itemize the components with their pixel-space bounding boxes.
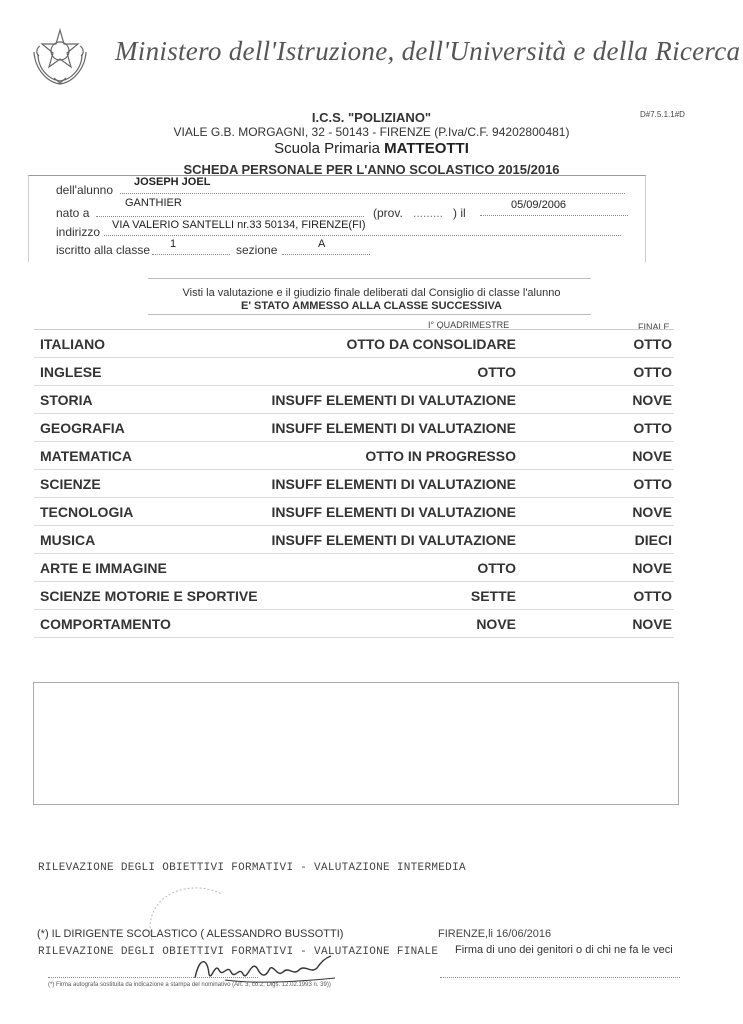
grade-final: OTTO bbox=[633, 420, 672, 436]
student-name: JOSEPH JOEL bbox=[134, 176, 211, 188]
born-place: GANTHIER bbox=[125, 197, 182, 209]
subject: MATEMATICA bbox=[40, 448, 133, 464]
grade-final: NOVE bbox=[632, 560, 672, 576]
notes-box bbox=[33, 682, 679, 805]
prov-value: ......... bbox=[413, 206, 444, 220]
grade-final: NOVE bbox=[632, 392, 672, 408]
grade-q1: INSUFF ELEMENTI DI VALUTAZIONE bbox=[271, 420, 516, 436]
table-row bbox=[34, 526, 674, 554]
grade-q1: NOVE bbox=[476, 616, 516, 632]
student-name-label: dell'alunno bbox=[56, 183, 114, 197]
decision-top-rule bbox=[148, 278, 591, 279]
school-name: I.C.S. "POLIZIANO" bbox=[311, 110, 432, 125]
student-address: VIA VALERIO SANTELLI nr.33 50134, FIRENZE(FI) bbox=[112, 219, 366, 231]
subject: COMPORTAMENTO bbox=[40, 616, 171, 632]
italian-republic-emblem bbox=[30, 24, 90, 91]
parent-signature-label: Firma di uno dei genitori o di chi ne fa le veci bbox=[455, 944, 673, 956]
table-row bbox=[34, 358, 674, 386]
born-label: nato a bbox=[56, 206, 90, 220]
birth-date: 05/09/2006 bbox=[511, 199, 567, 211]
subject: SCIENZE bbox=[40, 476, 101, 492]
subject: STORIA bbox=[40, 392, 93, 408]
address-line bbox=[104, 235, 621, 236]
grade-final: OTTO bbox=[633, 364, 672, 380]
grades-table bbox=[34, 329, 674, 638]
prov-label: (prov. bbox=[373, 206, 403, 220]
table-row bbox=[34, 442, 674, 470]
student-class: 1 bbox=[170, 238, 177, 250]
primary-school-name: MATTEOTTI bbox=[384, 140, 469, 157]
subject: GEOGRAFIA bbox=[40, 420, 125, 436]
col-head-final: FINALE bbox=[638, 322, 670, 332]
col-head-q1: I° QUADRIMESTRE bbox=[428, 320, 510, 330]
grade-q1: INSUFF ELEMENTI DI VALUTAZIONE bbox=[271, 532, 516, 548]
decision-text: Visti la valutazione e il giudizio finale deliberati dal Consiglio di classe l'alunno bbox=[182, 287, 561, 299]
parent-signature-line bbox=[440, 977, 680, 978]
grade-q1: OTTO DA CONSOLIDARE bbox=[346, 336, 516, 352]
birth-date-line bbox=[480, 215, 628, 216]
table-row bbox=[34, 610, 674, 638]
address-label: indirizzo bbox=[56, 225, 101, 239]
grade-q1: SETTE bbox=[470, 588, 516, 604]
grade-q1: OTTO bbox=[477, 364, 516, 380]
subject: SCIENZE MOTORIE E SPORTIVE bbox=[40, 588, 258, 604]
ministry-title: Ministero dell'Istruzione, dell'Università e della Ricerca bbox=[115, 36, 741, 66]
rilevazione-finale: RILEVAZIONE DEGLI OBIETTIVI FORMATIVI - VALUTAZIONE FINALE bbox=[38, 946, 439, 958]
section-label: sezione bbox=[236, 243, 278, 257]
table-row bbox=[34, 498, 674, 526]
scheda-title: SCHEDA PERSONALE PER L'ANNO SCOLASTICO 2015/2016 bbox=[183, 162, 560, 177]
school-address: VIALE G.B. MORGAGNI, 32 - 50143 - FIRENZE (P.Iva/C.F. 94202800481) bbox=[173, 125, 570, 139]
primary-school-prefix: Scuola Primaria bbox=[274, 140, 385, 157]
dirigente-label: (*) IL DIRIGENTE SCOLASTICO ( ALESSANDRO BUSSOTTI) bbox=[37, 928, 344, 940]
grade-final: OTTO bbox=[633, 588, 672, 604]
grade-q1: INSUFF ELEMENTI DI VALUTAZIONE bbox=[271, 392, 516, 408]
grade-final: NOVE bbox=[632, 616, 672, 632]
table-row bbox=[34, 330, 674, 358]
section-line bbox=[282, 254, 370, 255]
grade-q1: INSUFF ELEMENTI DI VALUTAZIONE bbox=[271, 476, 516, 492]
born-place-line bbox=[96, 216, 364, 217]
grade-final: DIECI bbox=[634, 532, 672, 548]
school-stamp bbox=[140, 880, 230, 955]
subject: ITALIANO bbox=[40, 336, 106, 352]
subject: MUSICA bbox=[40, 532, 96, 548]
table-row bbox=[34, 470, 674, 498]
decision-bottom-rule bbox=[148, 314, 591, 315]
table-row bbox=[34, 386, 674, 414]
class-label: iscritto alla classe bbox=[56, 243, 151, 257]
grade-final: OTTO bbox=[633, 476, 672, 492]
dirigente-signature-line bbox=[48, 977, 258, 978]
grade-q1: OTTO IN PROGRESSO bbox=[365, 448, 516, 464]
student-section: A bbox=[318, 238, 326, 250]
subject: TECNOLOGIA bbox=[40, 504, 134, 520]
grade-final: NOVE bbox=[632, 448, 672, 464]
document-code: D#7.5.1.1#D bbox=[640, 110, 685, 119]
class-line bbox=[152, 254, 230, 255]
grade-q1: OTTO bbox=[477, 560, 516, 576]
grade-final: OTTO bbox=[633, 336, 672, 352]
prov-close: ) il bbox=[453, 206, 466, 220]
subject: INGLESE bbox=[40, 364, 102, 380]
grade-final: NOVE bbox=[632, 504, 672, 520]
decision-result: E' STATO AMMESSO ALLA CLASSE SUCCESSIVA bbox=[241, 300, 502, 312]
table-row bbox=[34, 414, 674, 442]
table-row bbox=[34, 554, 674, 582]
signature-footnote: (*) Firma autografa sostituita da indicazione a stampa del nominativo (Art. 3, co.2, Dlgs. 12.02.1993 n. 39)) bbox=[48, 982, 331, 988]
table-row bbox=[34, 582, 674, 610]
rilevazione-intermedia: RILEVAZIONE DEGLI OBIETTIVI FORMATIVI - VALUTAZIONE INTERMEDIA bbox=[38, 862, 466, 874]
place-date: FIRENZE,li 16/06/2016 bbox=[438, 928, 552, 940]
grade-q1: INSUFF ELEMENTI DI VALUTAZIONE bbox=[271, 504, 516, 520]
primary-school bbox=[0, 140, 743, 157]
subject: ARTE E IMMAGINE bbox=[40, 560, 167, 576]
student-name-line bbox=[120, 193, 625, 194]
